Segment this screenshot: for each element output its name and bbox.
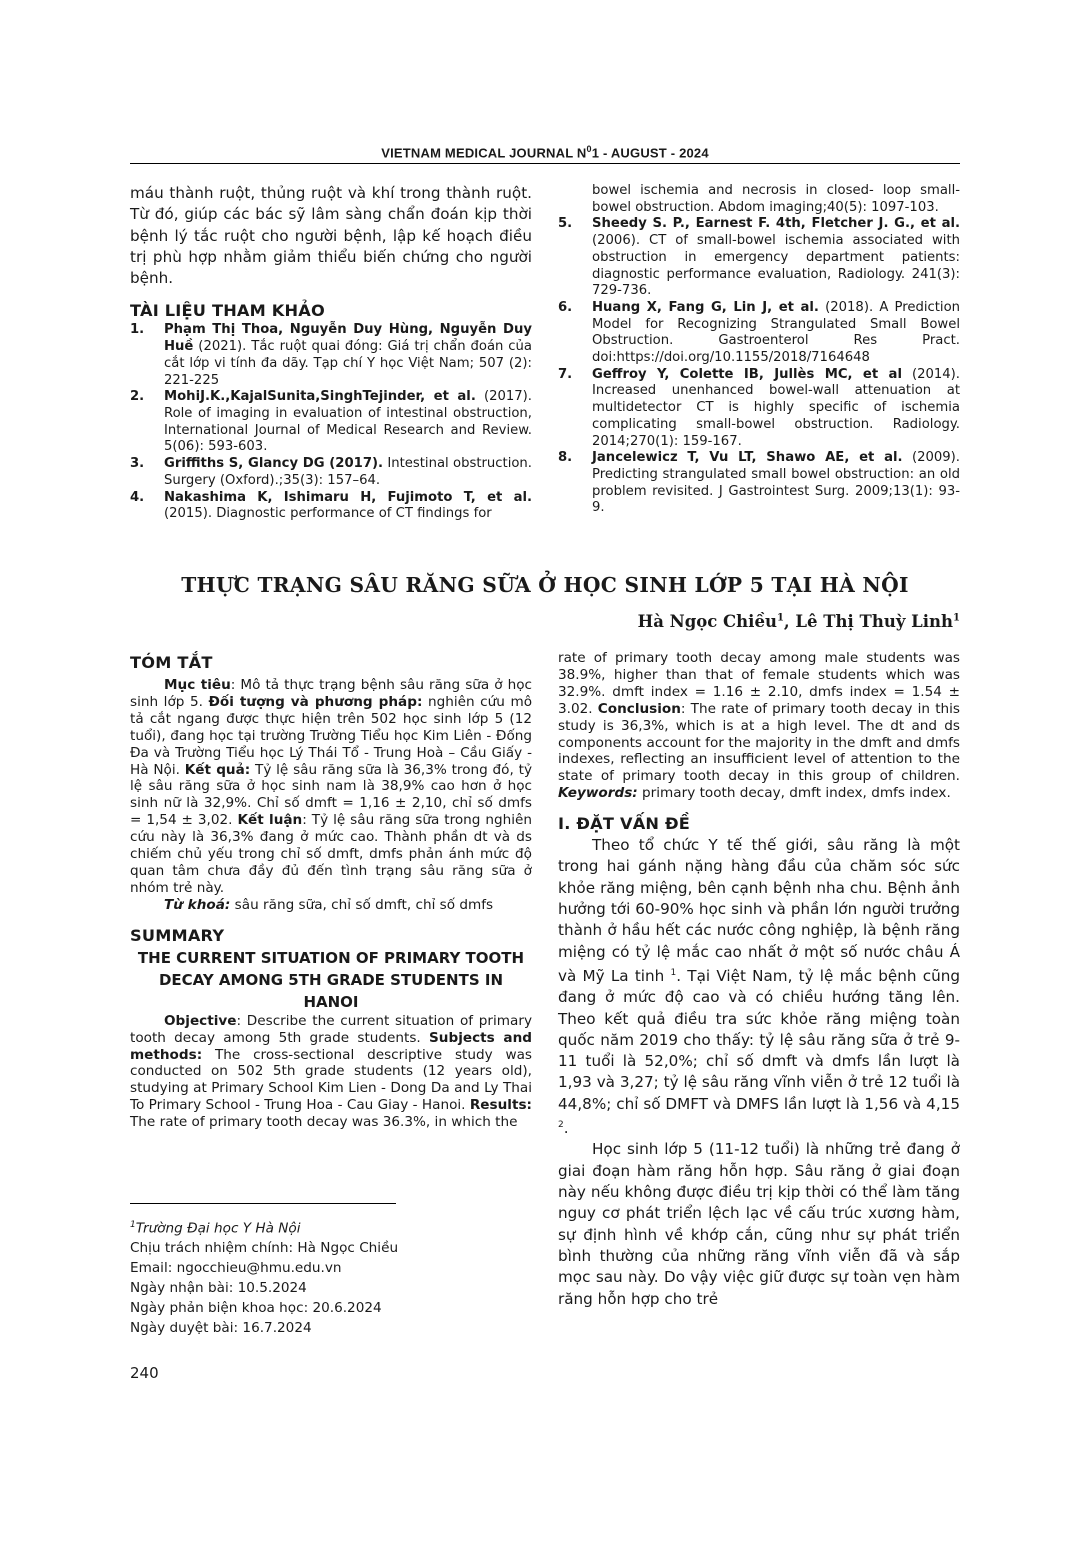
section-heading-introduction: I. ĐẶT VẤN ĐỀ xyxy=(558,814,691,834)
footnote-reviewed: Ngày phản biện khoa học: 20.6.2024 xyxy=(130,1299,382,1316)
reference-item: 7. Geffroy Y, Colette IB, Jullès MC, et al (2014). Increased unenhanced bowel-wall attenuation at multidetector CT is highly specific of ischemia complicating small-bowel obstruction. Radiology. 2014;270(1): 159-167. xyxy=(558,366,960,449)
abstract-vi: Mục tiêu: Mô tả thực trạng bệnh sâu răng sữa ở học sinh lớp 5. Đối tượng và phương pháp: nghiên cứu mô tả cắt ngang được thực hiện trên 502 học sinh lớp 5 (12 tuổi), đang học tại trường Trường Tiểu học Kim Liên - Đống Đa và Trường Tiểu học Lý Thái Tổ - Trung Hoà – Cầu Giấy - Hà Nội. Kết quả: Tỷ lệ sâu răng sữa là 36,3% trong đó, tỷ lệ sâu răng sữa ở học sinh nam là 38,9% cao hơn ở học sinh nữ là 32,9%. Chỉ số dmft = 1,16 ± 2,10, chỉ số dmfs = 1,54 ± 3,02. Kết luận: Tỷ lệ sâu răng sữa trong nghiên cứu này là 36,3% đang ở mức cao. Thành phần dt và ds chiếm chủ yếu trong chỉ số dmft, dmfs phản ánh mức độ quan tâm chưa đầy đủ đến tình trạng sâu răng sữa ở nhóm trẻ này. xyxy=(130,677,533,896)
references-list-left xyxy=(130,322,532,522)
reference-item: 8. Jancelewicz T, Vu LT, Shawo AE, et al. (2009). Predicting strangulated small bowel obstruction: an old problem revisited. J Gastrointest Surg. 2009;13(1): 93-9. xyxy=(558,450,960,516)
header-rule xyxy=(130,163,960,164)
reference-item-continued: bowel ischemia and necrosis in closed- loop small-bowel obstruction. Abdom imaging;40(5): 1097-103. xyxy=(592,183,960,215)
article-left-column xyxy=(130,653,532,1131)
footnote-accepted: Ngày duyệt bài: 16.7.2024 xyxy=(130,1319,312,1336)
footnote-email: Email: ngocchieu@hmu.edu.vn xyxy=(130,1260,342,1277)
footnote-received: Ngày nhận bài: 10.5.2024 xyxy=(130,1279,307,1296)
reference-item: 2. MohiJ.K.,KajalSunita,SinghTejinder, et al. (2017). Role of imaging in evaluation of intestinal obstruction, International Journal of Medical Research and Review. 5(06): 593-603. xyxy=(130,389,532,455)
footnote-responsible: Chịu trách nhiệm chính: Hà Ngọc Chiều xyxy=(130,1240,399,1257)
keywords-vi: Từ khoá: sâu răng sữa, chỉ số dmft, chỉ số dmfs xyxy=(164,896,494,913)
references-heading: TÀI LIỆU THAM KHẢO xyxy=(130,301,325,321)
reference-item: 5. Sheedy S. P., Earnest F. 4th, Fletcher J. G., et al. (2006). CT of small-bowel ischemia associated with obstruction in emergency department patients: diagnostic performance evaluation, Radiology. 241(3): 729-736. xyxy=(558,216,960,299)
abstract-en-part1: Objective: Describe the current situation of primary tooth decay among 5th grade students. Subjects and methods: The cross-sectional descriptive study was conducted on 502 5th grade students (12 years old), studying at Primary School Kim Lien - Dong Da and Ly Thai To Primary School - Trung Hoa - Cau Giay - Hanoi. Results: The rate of primary tooth decay was 36.3%, in which the xyxy=(130,1012,532,1131)
article-authors: Hà Ngọc Chiều$^1$, Lê Thị Thuỳ Linh$^1$ xyxy=(637,612,960,631)
footnotes xyxy=(130,1216,398,1338)
abstract-en-part2: rate of primary tooth decay among male students was 38.9%, higher than that of female students which was 32.9%. dmft index = 1.16 ± 2.10, dmfs index = 1.54 ± 3.02. Conclusion: The rate of primary tooth decay in this study is 36,3%, which is at a high level. The dt and ds components account for the majority in the dmft and dmfs indexes, reflecting an insufficient level of attention to the state of primary tooth decay in this group of children. Keywords: primary tooth decay, dmft index, dmfs index. xyxy=(558,650,960,802)
running-header: VIETNAM MEDICAL JOURNAL $N^01$ - AUGUST - 2024 xyxy=(381,144,709,161)
prev-article-paragraph: máu thành ruột, thủng ruột và khí trong thành ruột. Từ đó, giúp các bác sỹ lâm sàng chẩn đoán kịp thời bệnh lý tắc ruột cho người bệnh, lập kế hoạch điều trị phù hợp nhằm giảm thiểu biến chứng cho người bệnh. xyxy=(130,184,532,288)
summary-title: THE CURRENT SITUATION OF PRIMARY TOOTH DECAY AMONG 5TH GRADE STUDENTS IN HANOI xyxy=(137,948,525,1011)
abstract-heading-vi: TÓM TẮT xyxy=(130,653,213,672)
article-title: THỰC TRẠNG SÂU RĂNG SỮA Ở HỌC SINH LỚP 5 TẠI HÀ NỘI xyxy=(181,573,909,597)
prev-article-left-column xyxy=(130,183,532,523)
summary-heading: SUMMARY xyxy=(130,925,225,945)
reference-item: 4. Nakashima K, Ishimaru H, Fujimoto T, et al. (2015). Diagnostic performance of CT findings for xyxy=(130,489,532,522)
article-right-column xyxy=(558,650,960,1310)
reference-item: 3. Griffiths S, Glancy DG (2017). Intestinal obstruction. Surgery (Oxford).;35(3): 157–64. xyxy=(130,456,532,488)
footnote-rule xyxy=(130,1203,396,1204)
reference-item: 1. Phạm Thị Thoa, Nguyễn Duy Hùng, Nguyễn Duy Huề (2021). Tắc ruột quai đóng: Giá trị chẩn đoán của cắt lớp vi tính đa dãy. Tạp chí Y học Việt Nam; 507 (2): 221-225 xyxy=(130,322,532,388)
introduction-paragraph-1: Theo tổ chức Y tế thế giới, sâu răng là một trong hai gánh nặng hàng đầu của chăm sóc sức khỏe răng miệng, bên cạnh bệnh nha chu. Bệnh ảnh hưởng tới 60-90% học sinh và phần lớn người trưởng thành ở hầu hết các nước công nghiệp, là bệnh răng miệng có tỷ lệ mắc cao nhất ở một số nước châu Á và Mỹ La tinh $^1$. Tại Việt Nam, tỷ lệ mắc bệnh cũng đang ở mức độ cao và có chiều hướng tăng lên. Theo kết quả điều tra sức khỏe răng miệng toàn quốc năm 2019 cho thấy: tỷ lệ sâu răng sữa ở trẻ 9-11 tuổi là 52,0%; chỉ số dmft và dmfs lần lượt là 1,93 và 3,27; tỷ lệ sâu răng vĩnh viễn ở trẻ 12 tuổi là 44,8%; chỉ số DMFT và DMFS lần lượt là 1,56 và 4,15 $^2$. xyxy=(558,836,960,1138)
prev-article-right-column xyxy=(558,183,960,517)
footnote-affiliation: $^1$Trường Đại học Y Hà Nội xyxy=(130,1220,301,1237)
reference-item: 6. Huang X, Fang G, Lin J, et al. (2018). A Prediction Model for Recognizing Strangulated Small Bowel Obstruction. Gastroenterol Res Pract. doi:https://doi.org/10.1155/2018/7164648 xyxy=(558,299,961,366)
introduction-paragraph-2: Học sinh lớp 5 (11-12 tuổi) là những trẻ đang ở giai đoạn hàm răng hỗn hợp. Sâu răng ở giai đoạn này nếu không được điều trị kịp thời có thể làm tăng nguy cơ phát triển lệch lạc về cấu trúc xương hàm, sự định hình về khớp cắn, cũng như sự phát triển bình thường của những răng vĩnh viễn đã và sắp mọc sau này. Do vậy việc giữ được sự toàn vẹn hàm răng hỗn hợp cho trẻ xyxy=(558,1140,960,1308)
page-number: 240 xyxy=(130,1364,159,1382)
